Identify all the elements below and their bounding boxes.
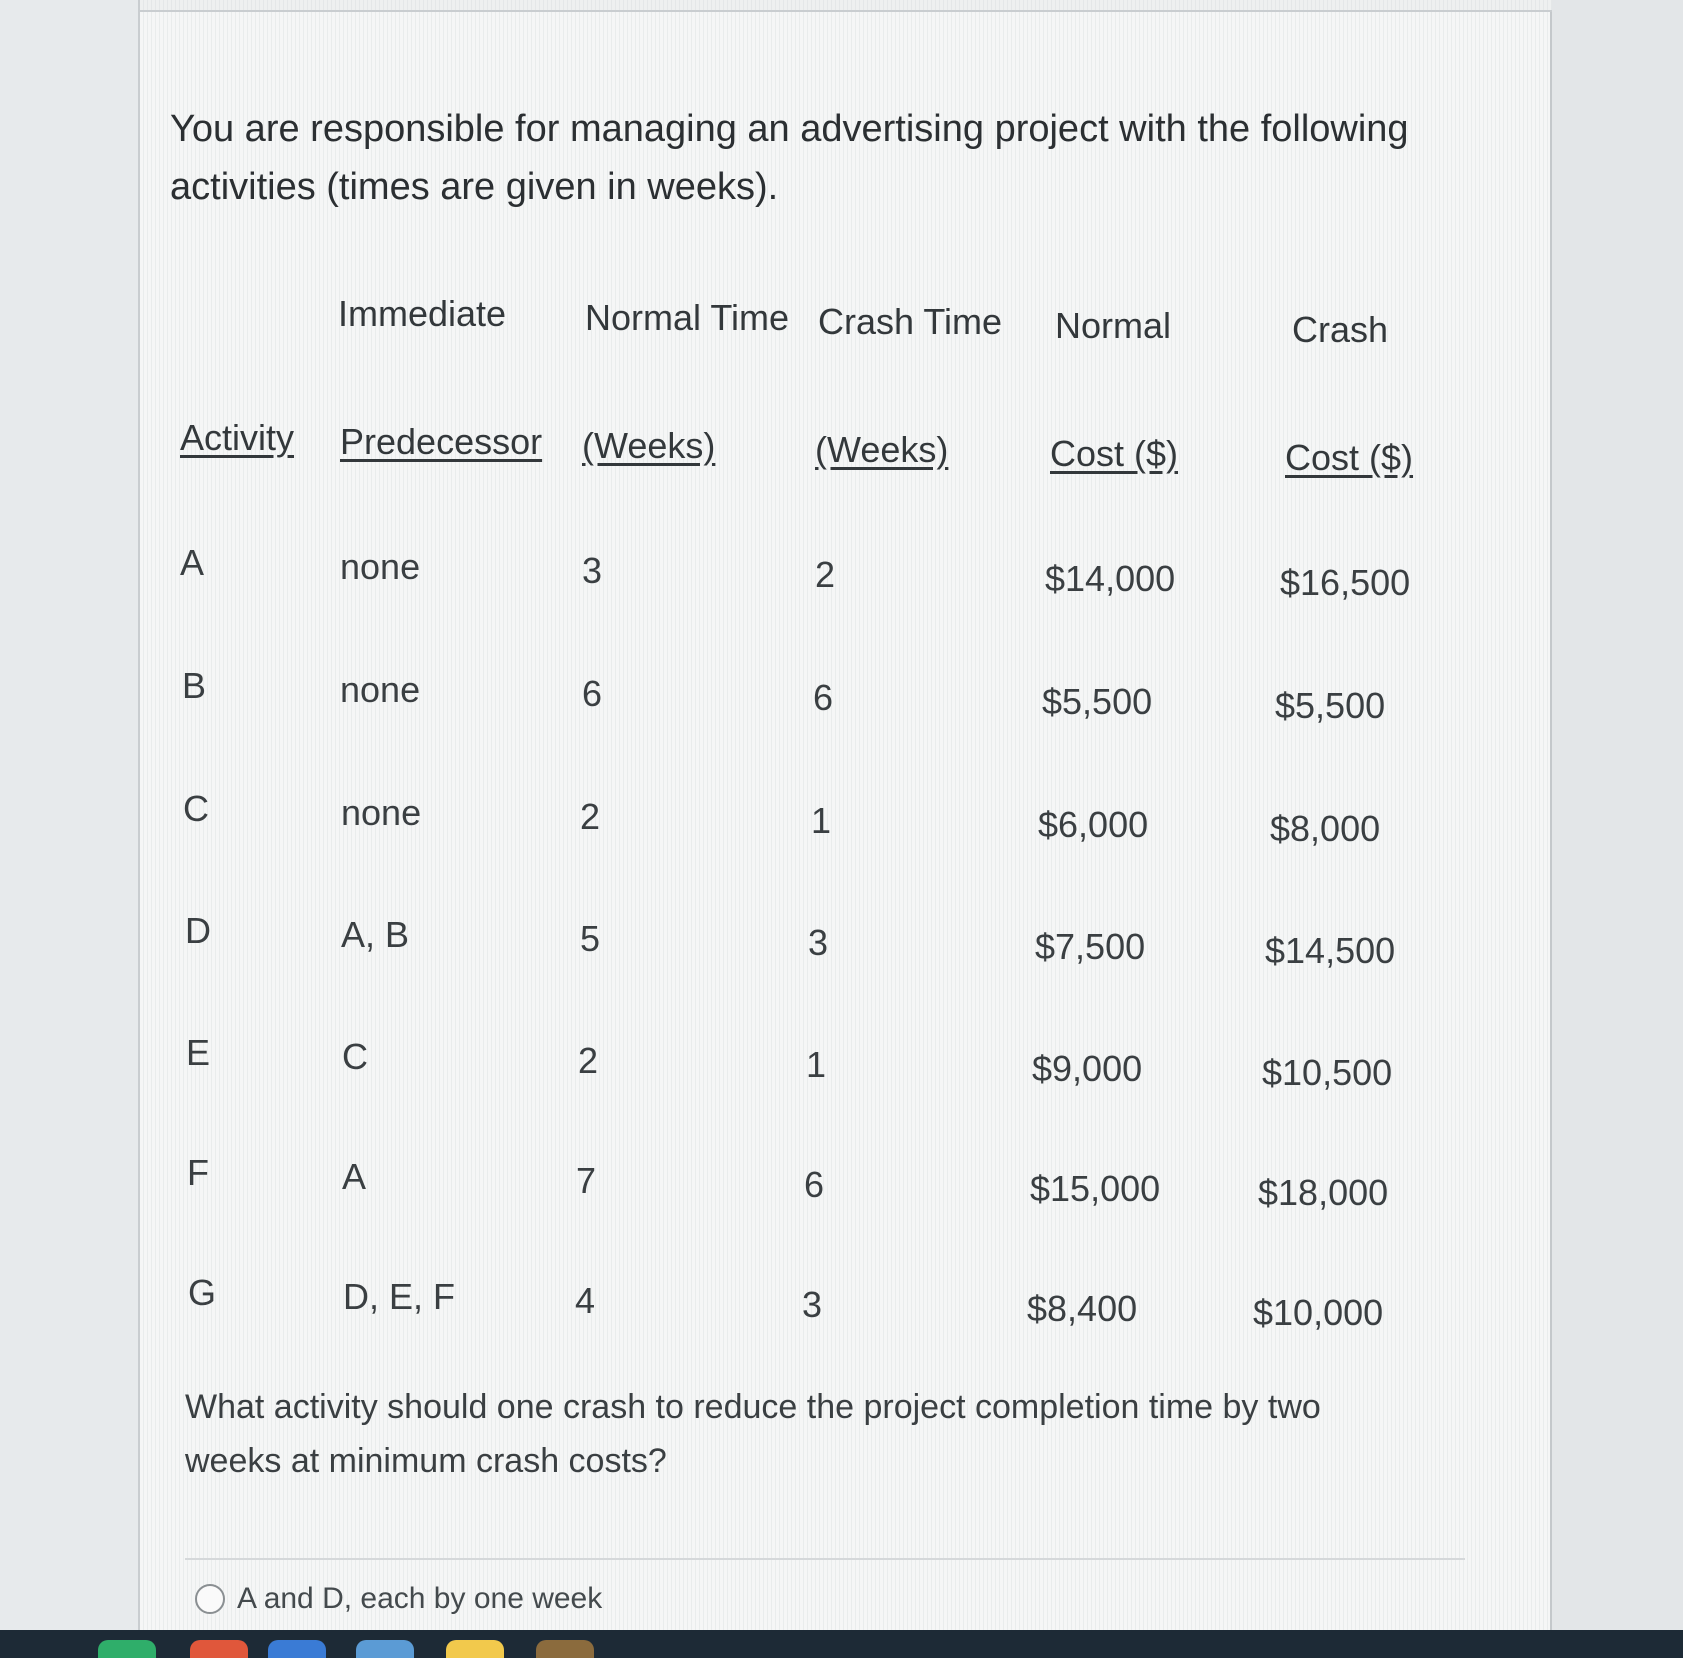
header-crash-time: Crash Time [818, 301, 1003, 342]
header-crash-cost: Cost ($) [1285, 437, 1414, 478]
cell-normal-time: 2 [578, 1040, 599, 1081]
cell-predecessor: D, E, F [343, 1276, 456, 1317]
taskbar-app-icon[interactable] [446, 1640, 504, 1658]
cell-normal-cost: $7,500 [1035, 926, 1146, 967]
header-normal-cost: Cost ($) [1050, 433, 1179, 474]
header-normal-weeks: (Weeks) [582, 425, 716, 466]
cell-normal-cost: $5,500 [1042, 681, 1153, 722]
cell-activity: D [185, 910, 211, 951]
cell-crash-cost: $10,500 [1262, 1052, 1393, 1093]
cell-normal-time: 7 [576, 1160, 597, 1201]
prompt-line-1: You are responsible for managing an advertising project with the following [170, 108, 1409, 150]
header-crash-weeks: (Weeks) [815, 429, 949, 470]
cell-activity: E [186, 1032, 211, 1073]
cell-crash-cost: $16,500 [1280, 562, 1411, 603]
header-crash: Crash [1292, 309, 1389, 350]
header-predecessor: Predecessor [340, 421, 543, 462]
taskbar-app-icon[interactable] [356, 1640, 414, 1658]
cell-activity: B [182, 665, 207, 706]
cell-normal-cost: $8,400 [1027, 1288, 1138, 1329]
cell-normal-time: 5 [580, 918, 601, 959]
cell-predecessor: none [340, 669, 421, 710]
cell-normal-time: 6 [582, 673, 603, 714]
os-taskbar [0, 1630, 1683, 1658]
header-normal-time: Normal Time [585, 297, 790, 338]
question-text [185, 1380, 1485, 1488]
cell-activity: G [188, 1272, 217, 1313]
cell-crash-cost: $18,000 [1258, 1172, 1389, 1213]
prompt-line-2: activities (times are given in weeks). [170, 166, 779, 208]
cell-predecessor: none [341, 792, 422, 833]
header-immediate: Immediate [338, 293, 507, 334]
cell-normal-cost: $14,000 [1045, 558, 1176, 599]
question-prompt [170, 100, 1470, 216]
question-line-2: weeks at minimum crash costs? [185, 1442, 667, 1480]
answer-divider [185, 1558, 1465, 1560]
cell-normal-time: 3 [582, 550, 603, 591]
answer-option-label: A and D, each by one week [237, 1582, 603, 1615]
cell-predecessor: A [342, 1156, 367, 1197]
cell-predecessor: A, B [341, 914, 410, 955]
taskbar-app-icon[interactable] [268, 1640, 326, 1658]
taskbar-app-icon[interactable] [190, 1640, 248, 1658]
cell-normal-cost: $15,000 [1030, 1168, 1161, 1209]
header-normal: Normal [1055, 305, 1172, 346]
answer-option[interactable] [195, 1582, 602, 1616]
cell-crash-time: 3 [802, 1284, 823, 1325]
cell-crash-cost: $14,500 [1265, 930, 1396, 971]
cell-crash-time: 6 [804, 1164, 825, 1205]
cell-crash-time: 1 [806, 1044, 827, 1085]
taskbar-app-icon[interactable] [536, 1640, 594, 1658]
cell-normal-time: 4 [575, 1280, 596, 1321]
cell-activity: F [187, 1152, 209, 1193]
cell-normal-cost: $9,000 [1032, 1048, 1143, 1089]
cell-crash-cost: $8,000 [1270, 808, 1381, 849]
right-gutter [1552, 0, 1683, 1630]
cell-crash-time: 1 [811, 800, 832, 841]
cell-activity: A [180, 542, 205, 583]
cell-crash-cost: $5,500 [1275, 685, 1386, 726]
question-line-1: What activity should one crash to reduce the project completion time by two [185, 1388, 1321, 1426]
header-activity: Activity [180, 417, 295, 458]
cell-normal-time: 2 [580, 796, 601, 837]
cell-activity: C [183, 788, 209, 829]
taskbar-app-icon[interactable] [98, 1640, 156, 1658]
left-gutter [0, 0, 140, 1630]
cell-predecessor: none [340, 546, 421, 587]
cell-crash-time: 2 [815, 554, 836, 595]
radio-button[interactable] [195, 1584, 225, 1614]
cell-crash-cost: $10,000 [1253, 1292, 1384, 1333]
cell-crash-time: 6 [813, 677, 834, 718]
cell-predecessor: C [342, 1036, 368, 1077]
cell-crash-time: 3 [808, 922, 829, 963]
cell-normal-cost: $6,000 [1038, 804, 1149, 845]
